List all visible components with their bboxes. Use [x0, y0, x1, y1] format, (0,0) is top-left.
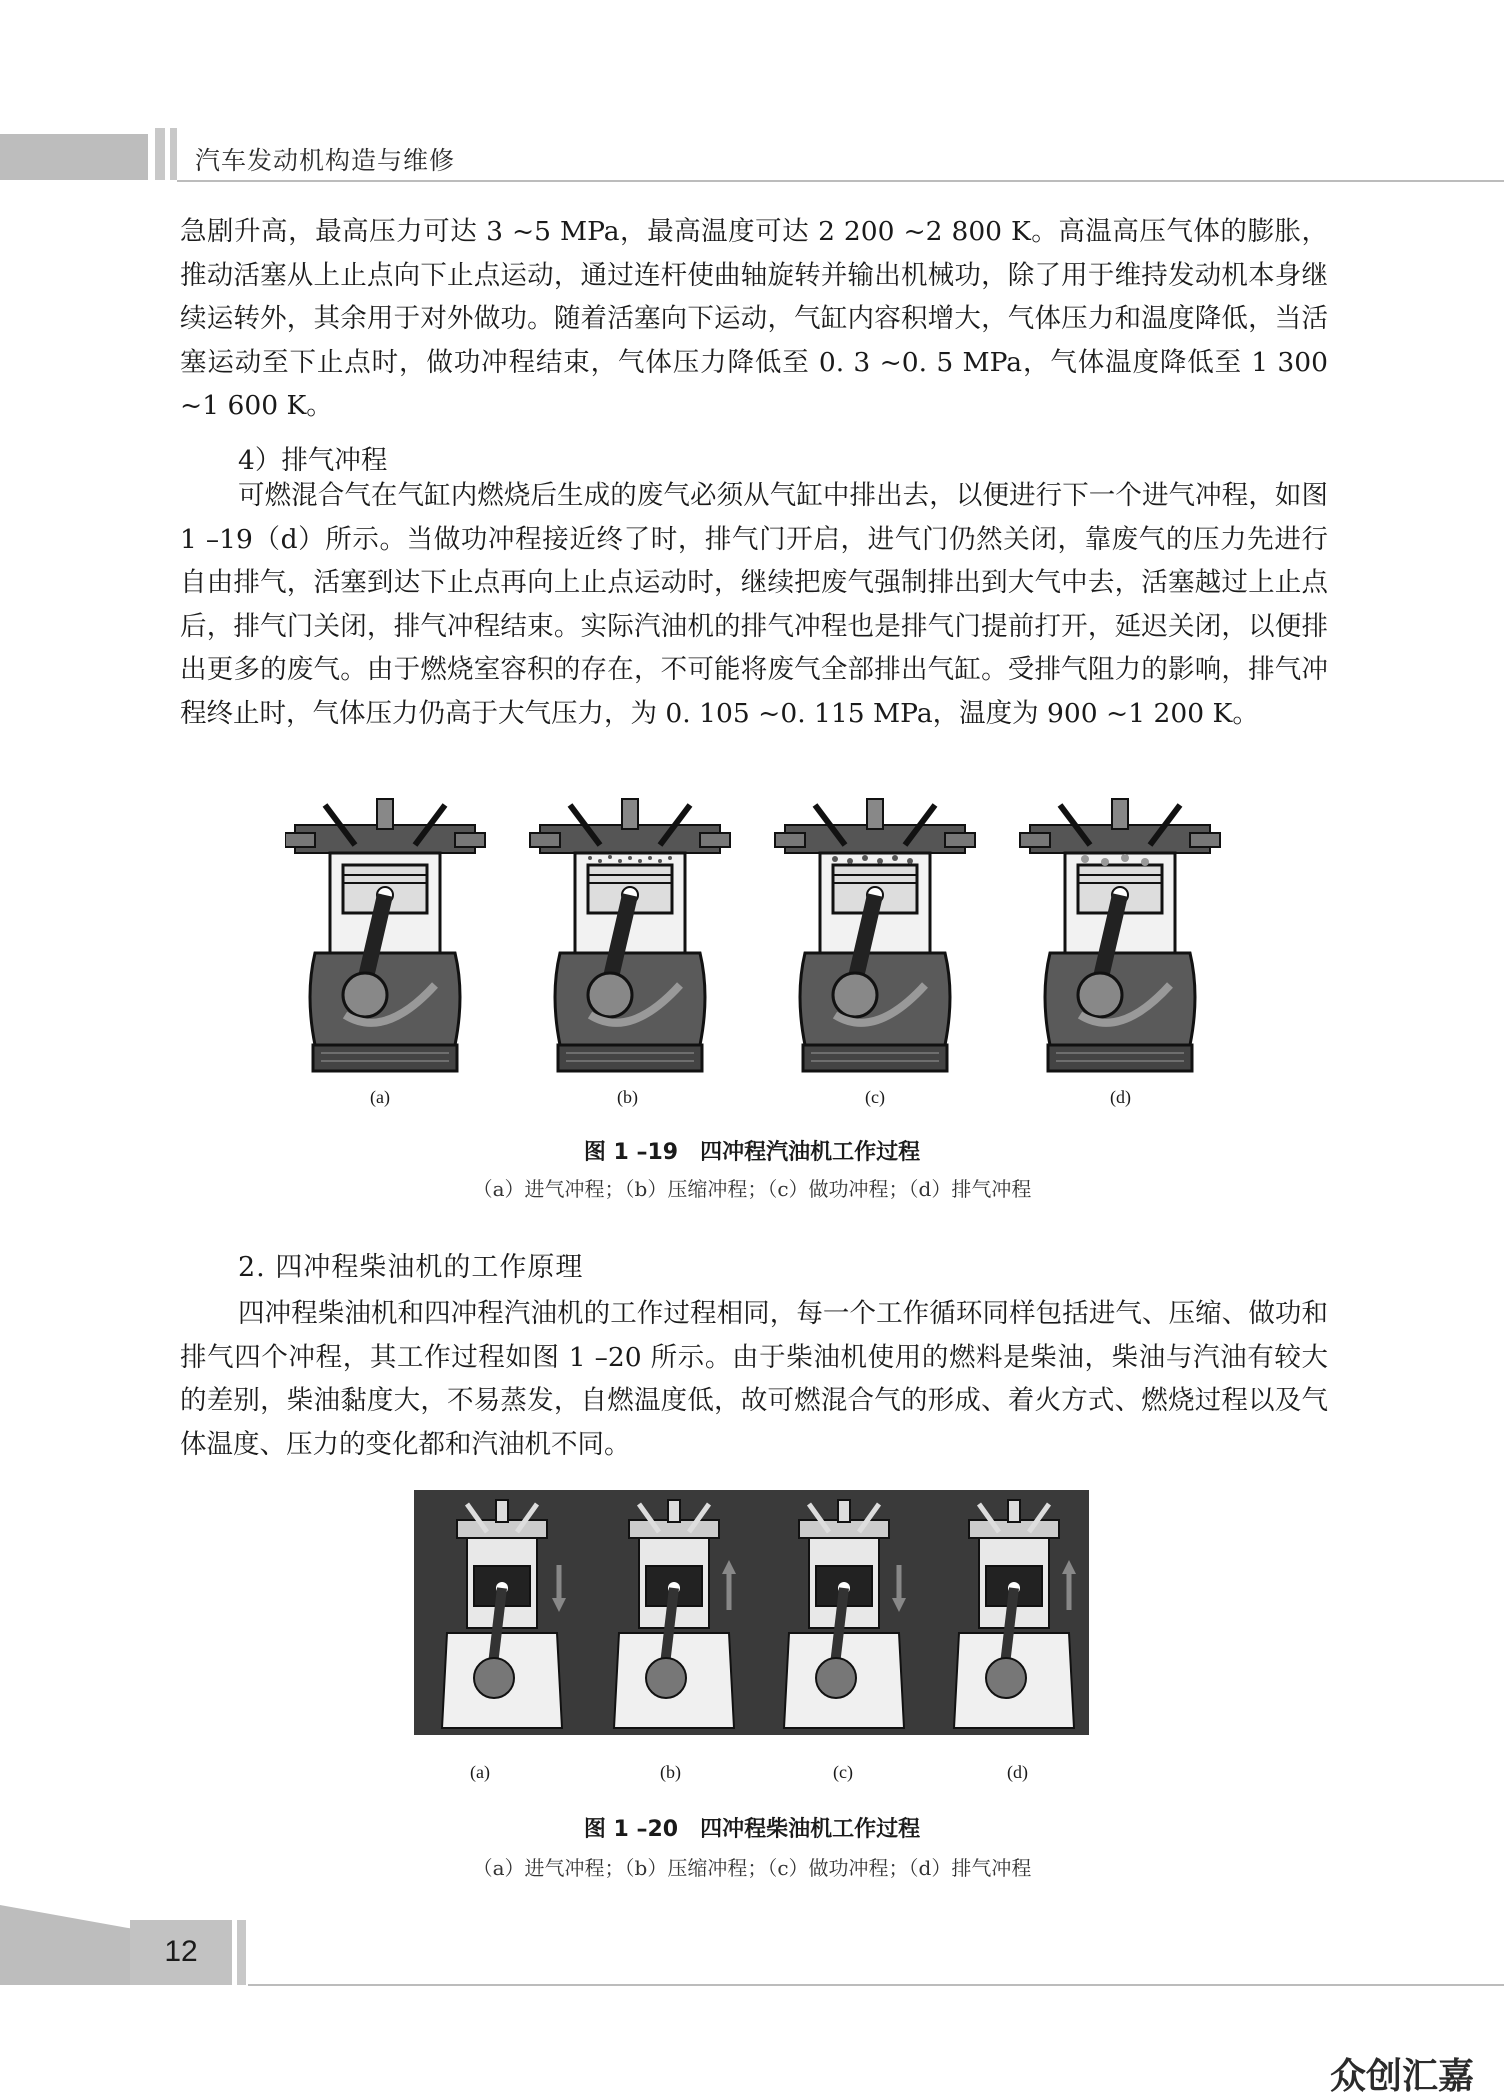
running-header-title: 汽车发动机构造与维修 — [195, 146, 456, 175]
footer-stripe — [237, 1920, 246, 1985]
engine-diagram-power — [775, 799, 975, 1071]
figure-20-label-a: (a) — [470, 1762, 490, 1782]
paragraph-text: 可燃混合气在气缸内燃烧后生成的废气必须从气缸中排出去，以便进行下一个进气冲程，如图 1 –19（d）所示。当做功冲程接近终了时，排气门开启，进气门仍然关闭，靠废气的压力先进行自由排气，活塞到达下止点再向上止点运动时，继续把废气强制排出到大气中去，活塞越过上止点后，排气门关闭，排气冲程结束。实际汽油机的排气冲程也是排气门提前打开，延迟关闭，以便排出更多的废气。由于燃烧室容积的存在，不可能将废气全部排出气缸。受排气阻力的影响，排气冲程终止时，气体压力仍高于大气压力，为 0. 105 ~0. 115 MPa，温度为 900 ~1 200 K。 — [180, 480, 1328, 729]
figure-19-label-c: (c) — [865, 1087, 885, 1107]
page-number: 12 — [164, 1935, 198, 1968]
figure-1-19-gasoline-engine — [285, 795, 1230, 1095]
figure-19-label-a: (a) — [370, 1087, 390, 1107]
paragraph-text: 急剧升高，最高压力可达 3 ~5 MPa，最高温度可达 2 200 ~2 800 K。高温高压气体的膨胀，推动活塞从上止点向下止点运动，通过连杆使曲轴旋转并输出机械功，除了用于维持发动机本身继续运转外，其余用于对外做功。随着活塞向下运动，气缸内容积增大，气体压力和温度降低，当活塞运动至下止点时，做功冲程结束，气体压力降低至 0. 3 ~0. 5 MPa，气体温度降低至 1 300 ~1 600 K。 — [180, 216, 1328, 421]
figure-1-20-diesel-engine — [414, 1490, 1089, 1760]
engine-diagram-intake — [285, 799, 485, 1071]
paragraph-2 — [180, 474, 1328, 735]
watermark-logo: 众创汇嘉 — [1330, 2056, 1475, 2097]
paragraph-3 — [180, 1292, 1328, 1466]
figure-20-label-d: (d) — [1007, 1762, 1028, 1782]
subheading-exhaust-stroke: 4）排气冲程 — [238, 445, 388, 476]
header-bar — [0, 134, 148, 180]
header-stripe — [155, 128, 165, 180]
figure-20-label-b: (b) — [660, 1762, 681, 1782]
figure-1-19-caption: 图 1 –19 四冲程汽油机工作过程 — [583, 1140, 921, 1165]
engine-diagram-compression — [530, 799, 730, 1071]
paragraph-1 — [180, 210, 1328, 428]
figure-19-label-d: (d) — [1110, 1087, 1131, 1107]
figure-20-label-c: (c) — [833, 1762, 853, 1782]
figure-1-19-subcaption: （a）进气冲程；（b）压缩冲程；（c）做功冲程；（d）排气冲程 — [472, 1177, 1032, 1201]
header-rule — [177, 180, 1504, 182]
footer-rule — [248, 1984, 1504, 1986]
header-stripe — [170, 128, 177, 180]
figure-19-label-b: (b) — [617, 1087, 638, 1107]
figure-1-20-caption: 图 1 –20 四冲程柴油机工作过程 — [583, 1817, 921, 1842]
paragraph-text: 四冲程柴油机和四冲程汽油机的工作过程相同，每一个工作循环同样包括进气、压缩、做功和排气四个冲程，其工作过程如图 1 –20 所示。由于柴油机使用的燃料是柴油，柴油与汽油有较大的差别，柴油黏度大，不易蒸发，自燃温度低，故可燃混合气的形成、着火方式、燃烧过程以及气体温度、压力的变化都和汽油机不同。 — [180, 1298, 1328, 1460]
engine-diagram-exhaust — [1020, 799, 1220, 1071]
section-heading-diesel: 2. 四冲程柴油机的工作原理 — [238, 1252, 584, 1283]
figure-1-20-subcaption: （a）进气冲程；（b）压缩冲程；（c）做功冲程；（d）排气冲程 — [472, 1856, 1032, 1880]
